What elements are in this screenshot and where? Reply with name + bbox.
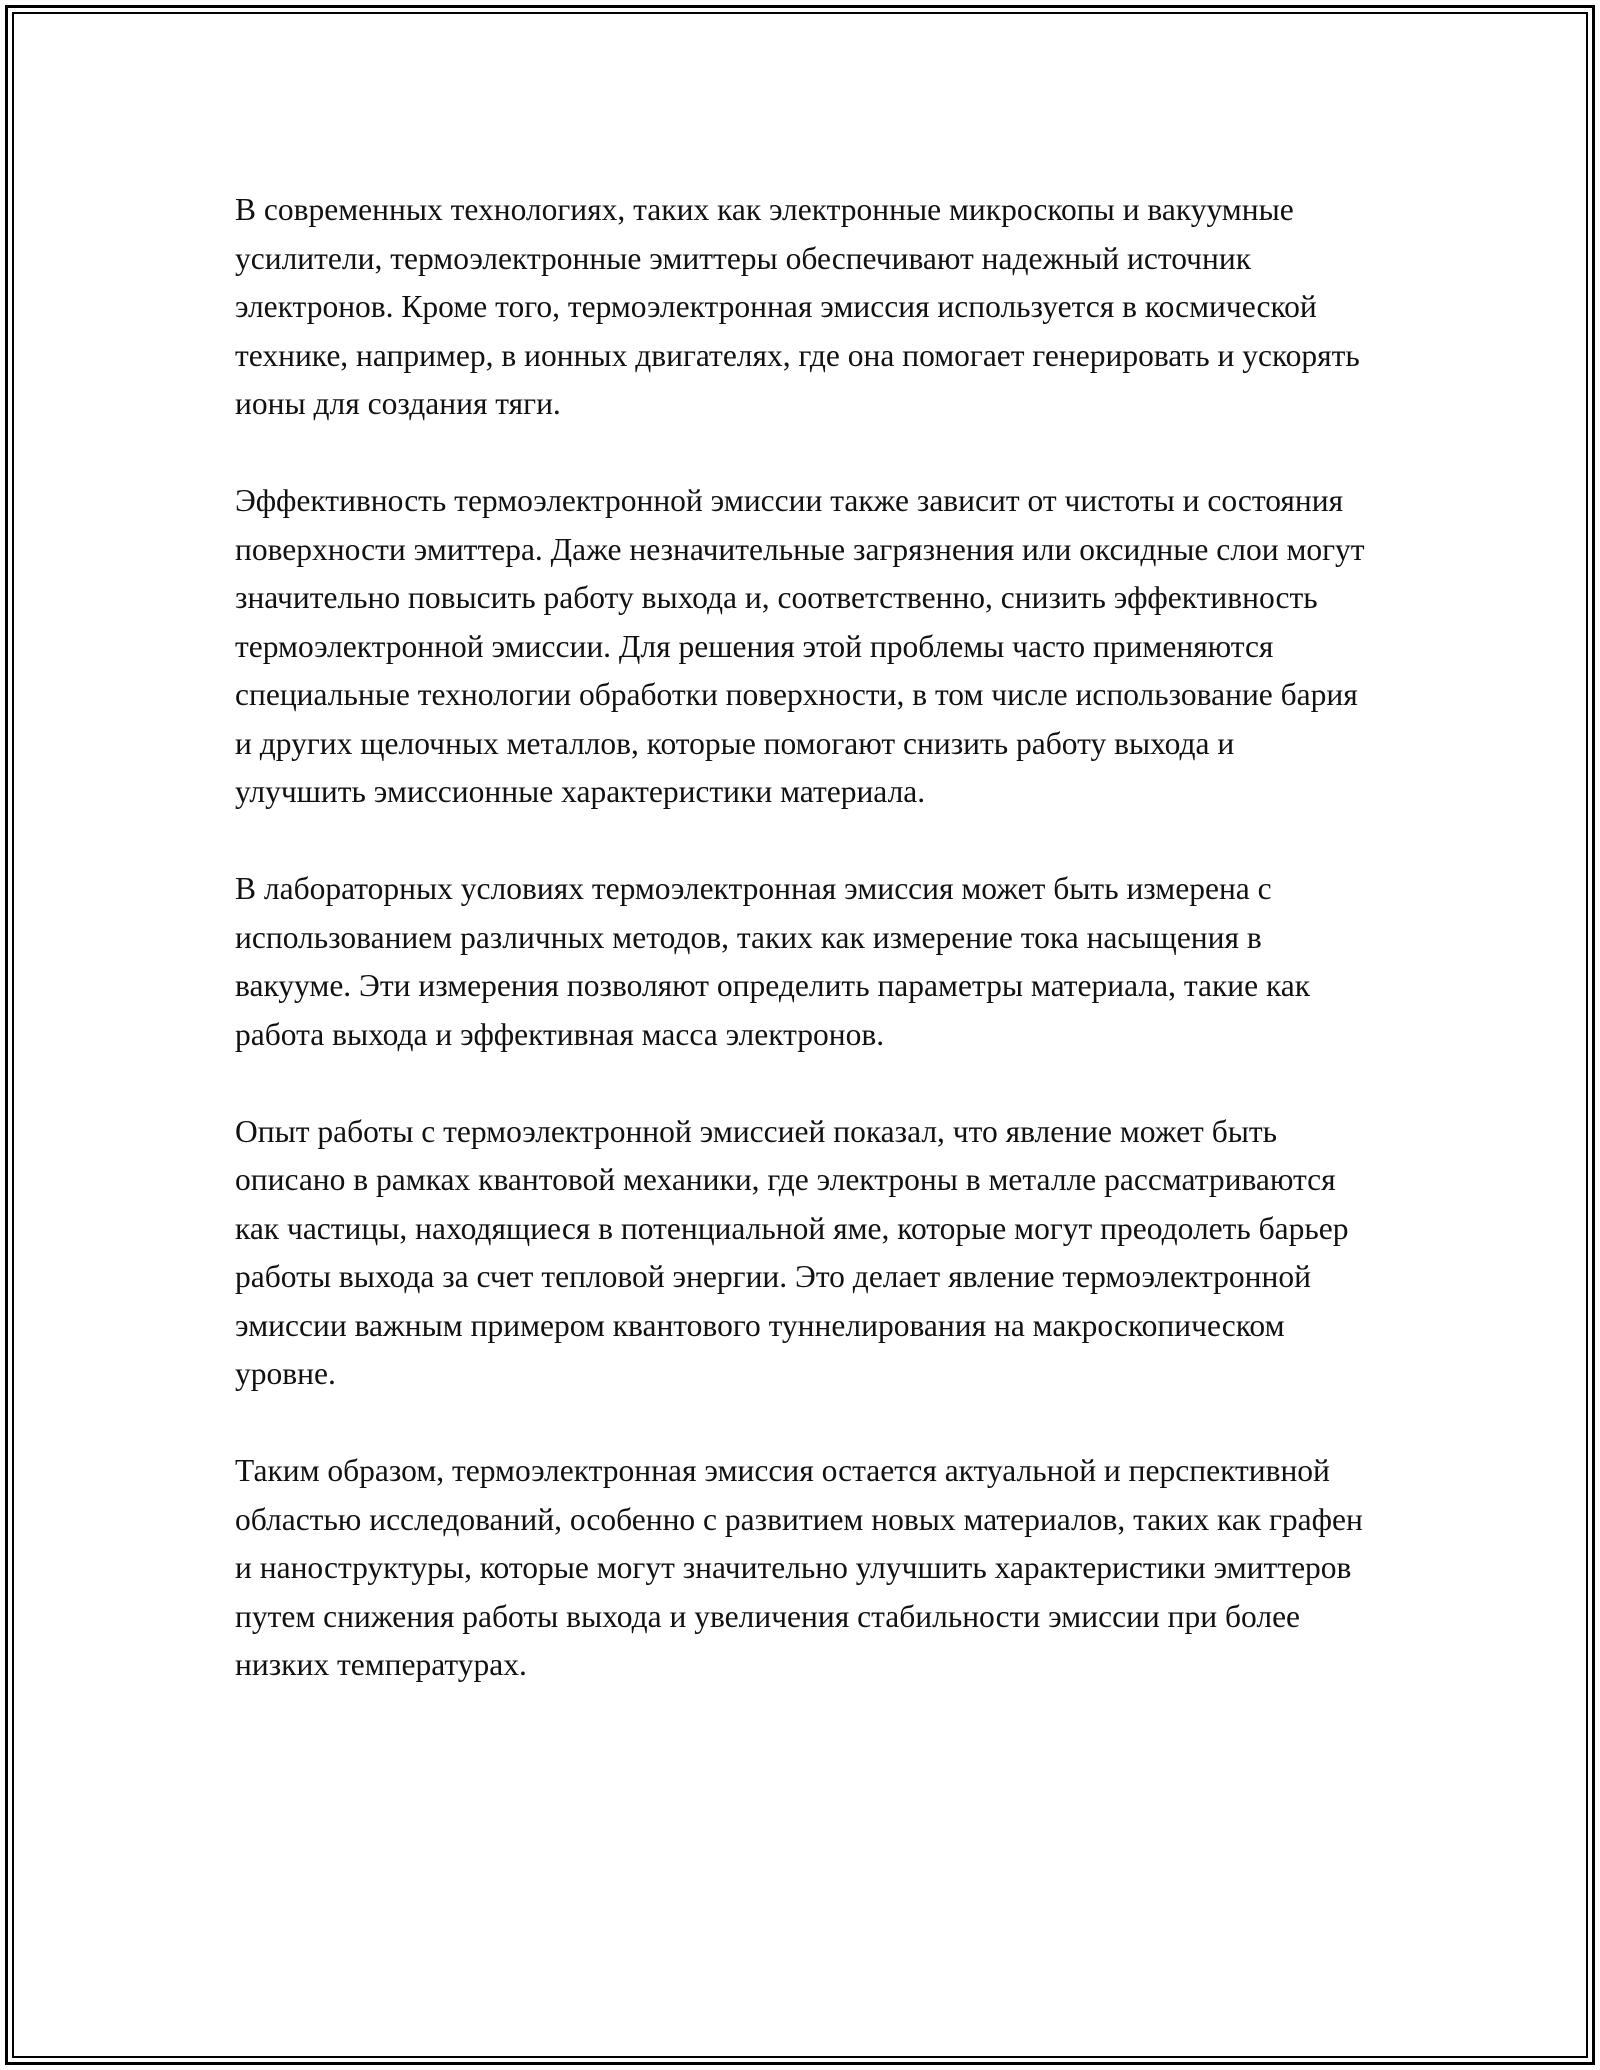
document-body xyxy=(235,186,1365,1690)
paragraph-5: Таким образом, термоэлектронная эмиссия остается актуальной и перспективной областью исследований, особенно с развитием новых материалов, таких как графен и наноструктуры, которые могут значительно улучшить характеристики эмиттеров путем снижения работы выхода и увеличения стабильности эмиссии при более низких температурах. xyxy=(235,1453,1363,1682)
paragraph-4: Опыт работы с термоэлектронной эмиссией показал, что явление может быть описано в рамках квантовой механики, где электроны в металле рассматриваются как частицы, находящиеся в потенциальной яме, которые могут преодолеть барьер работы выхода за счет тепловой энергии. Это делает явление термоэлектронной эмиссии важным примером квантового туннелирования на макроскопическом уровне. xyxy=(235,1113,1349,1391)
paragraph-3: В лабораторных условиях термоэлектронная эмиссия может быть измерена с использованием различных методов, таких как измерение тока насыщения в вакууме. Эти измерения позволяют определить параметры материала, такие как работа выхода и эффективная масса электронов. xyxy=(235,871,1311,1052)
paragraph-1: В современных технологиях, таких как электронные микроскопы и вакуумные усилители, термоэлектронные эмиттеры обеспечивают надежный источник электронов. Кроме того, термоэлектронная эмиссия используется в космической технике, например, в ионных двигателях, где она помогает генерировать и ускорять ионы для создания тяги. xyxy=(235,192,1360,421)
paragraph-2: Эффективность термоэлектронной эмиссии также зависит от чистоты и состояния поверхности эмиттера. Даже незначительные загрязнения или оксидные слои могут значительно повысить работу выхода и, соответственно, снизить эффективность термоэлектронной эмиссии. Для решения этой проблемы часто применяются специальные технологии обработки поверхности, в том числе использование бария и других щелочных металлов, которые помогают снизить работу выхода и улучшить эмиссионные характеристики материала. xyxy=(235,483,1365,809)
